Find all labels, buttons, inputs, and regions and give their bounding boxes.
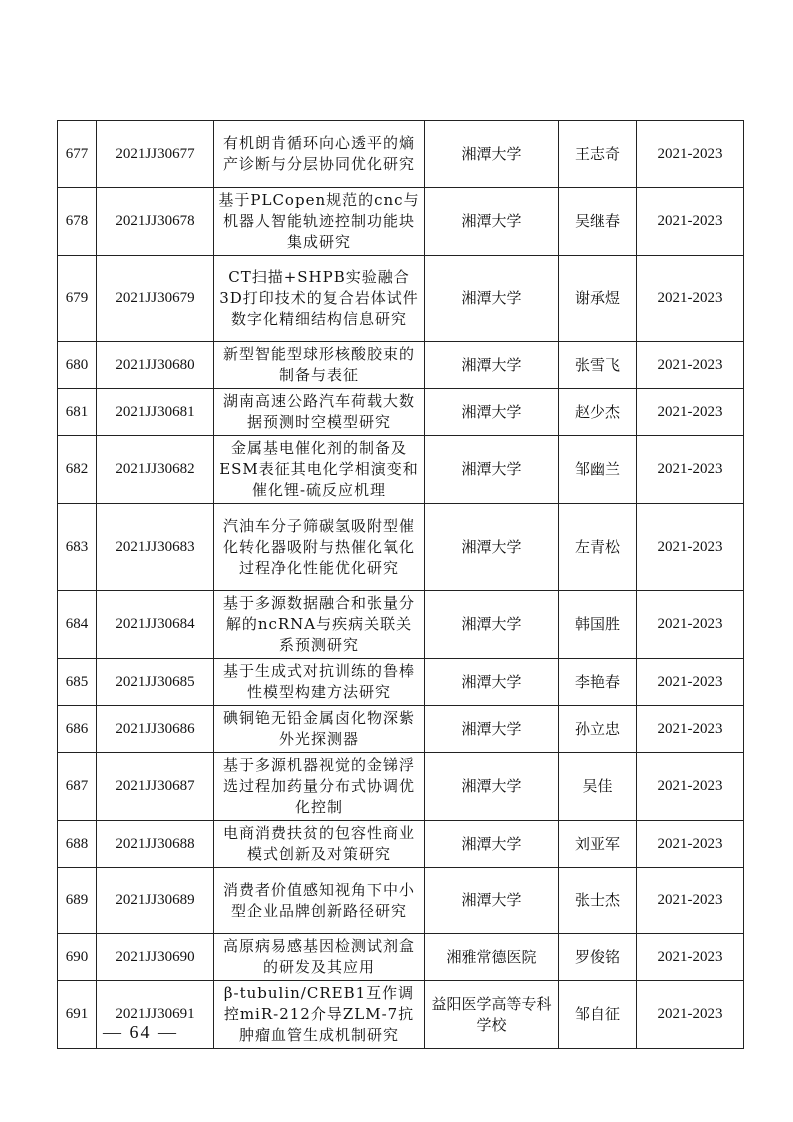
row-number: 681: [58, 389, 97, 436]
institution: 湘潭大学: [425, 659, 559, 706]
row-number: 683: [58, 504, 97, 591]
project-leader: 左青松: [559, 504, 637, 591]
project-period: 2021-2023: [637, 504, 744, 591]
project-title: 基于PLCopen规范的cnc与机器人智能轨迹控制功能块集成研究: [214, 188, 425, 256]
table-row: [58, 868, 744, 934]
page-number: — 64 —: [103, 1022, 178, 1042]
row-number: 682: [58, 436, 97, 504]
project-period: 2021-2023: [637, 706, 744, 753]
table-row: [58, 934, 744, 981]
project-code: 2021JJ30677: [97, 121, 214, 188]
project-title: 基于生成式对抗训练的鲁棒性模型构建方法研究: [214, 659, 425, 706]
row-number: 688: [58, 821, 97, 868]
project-period: 2021-2023: [637, 591, 744, 659]
project-code: 2021JJ30686: [97, 706, 214, 753]
project-title: 基于多源机器视觉的金锑浮选过程加药量分布式协调优化控制: [214, 753, 425, 821]
project-period: 2021-2023: [637, 821, 744, 868]
project-title: 电商消费扶贫的包容性商业模式创新及对策研究: [214, 821, 425, 868]
institution: 益阳医学高等专科学校: [425, 981, 559, 1049]
project-leader: 李艳春: [559, 659, 637, 706]
project-leader: 张士杰: [559, 868, 637, 934]
institution: 湘潭大学: [425, 342, 559, 389]
row-number: 679: [58, 256, 97, 342]
row-number: 680: [58, 342, 97, 389]
project-leader: 张雪飞: [559, 342, 637, 389]
project-title: 新型智能型球形核酸胶束的制备与表征: [214, 342, 425, 389]
project-title: 金属基电催化剂的制备及ESM表征其电化学相演变和催化锂-硫反应机理: [214, 436, 425, 504]
institution: 湘潭大学: [425, 389, 559, 436]
project-title: CT扫描+SHPB实验融合3D打印技术的复合岩体试件数字化精细结构信息研究: [214, 256, 425, 342]
project-title: 有机朗肯循环向心透平的熵产诊断与分层协同优化研究: [214, 121, 425, 188]
table-row: [58, 188, 744, 256]
project-title: 汽油车分子筛碳氢吸附型催化转化器吸附与热催化氧化过程净化性能优化研究: [214, 504, 425, 591]
project-period: 2021-2023: [637, 389, 744, 436]
institution: 湘潭大学: [425, 188, 559, 256]
row-number: 677: [58, 121, 97, 188]
table-row: [58, 591, 744, 659]
project-code: 2021JJ30690: [97, 934, 214, 981]
project-title: 消费者价值感知视角下中小型企业品牌创新路径研究: [214, 868, 425, 934]
institution: 湘潭大学: [425, 121, 559, 188]
project-leader: 孙立忠: [559, 706, 637, 753]
institution: 湘潭大学: [425, 436, 559, 504]
project-period: 2021-2023: [637, 121, 744, 188]
project-code: 2021JJ30681: [97, 389, 214, 436]
project-period: 2021-2023: [637, 753, 744, 821]
institution: 湘潭大学: [425, 821, 559, 868]
institution: 湘潭大学: [425, 706, 559, 753]
project-code: 2021JJ30688: [97, 821, 214, 868]
project-leader: 刘亚军: [559, 821, 637, 868]
project-period: 2021-2023: [637, 188, 744, 256]
table-row: [58, 821, 744, 868]
project-title: 湖南高速公路汽车荷载大数据预测时空模型研究: [214, 389, 425, 436]
project-period: 2021-2023: [637, 868, 744, 934]
table-row: [58, 121, 744, 188]
project-period: 2021-2023: [637, 981, 744, 1049]
project-leader: 王志奇: [559, 121, 637, 188]
project-title: 高原病易感基因检测试剂盒的研发及其应用: [214, 934, 425, 981]
project-code: 2021JJ30689: [97, 868, 214, 934]
institution: 湘潭大学: [425, 504, 559, 591]
table-row: [58, 659, 744, 706]
project-period: 2021-2023: [637, 342, 744, 389]
institution: 湘雅常德医院: [425, 934, 559, 981]
project-period: 2021-2023: [637, 256, 744, 342]
table-row: [58, 504, 744, 591]
project-title: β-tubulin/CREB1互作调控miR-212介导ZLM-7抗肿瘤血管生成机制研究: [214, 981, 425, 1049]
project-leader: 谢承煜: [559, 256, 637, 342]
project-code: 2021JJ30683: [97, 504, 214, 591]
project-leader: 吴佳: [559, 753, 637, 821]
institution: 湘潭大学: [425, 753, 559, 821]
project-period: 2021-2023: [637, 659, 744, 706]
row-number: 690: [58, 934, 97, 981]
row-number: 678: [58, 188, 97, 256]
project-leader: 吴继春: [559, 188, 637, 256]
project-leader: 罗俊铭: [559, 934, 637, 981]
table-row: [58, 256, 744, 342]
institution: 湘潭大学: [425, 256, 559, 342]
project-table: [57, 120, 744, 1049]
project-title: 碘铜铯无铅金属卤化物深紫外光探测器: [214, 706, 425, 753]
row-number: 686: [58, 706, 97, 753]
project-leader: 邹幽兰: [559, 436, 637, 504]
project-code: 2021JJ30691: [97, 981, 214, 1049]
table-row: [58, 753, 744, 821]
project-code: 2021JJ30680: [97, 342, 214, 389]
project-code: 2021JJ30685: [97, 659, 214, 706]
row-number: 685: [58, 659, 97, 706]
table-row: [58, 706, 744, 753]
institution: 湘潭大学: [425, 591, 559, 659]
project-period: 2021-2023: [637, 934, 744, 981]
row-number: 689: [58, 868, 97, 934]
project-code: 2021JJ30684: [97, 591, 214, 659]
project-period: 2021-2023: [637, 436, 744, 504]
table-row: [58, 436, 744, 504]
row-number: 691: [58, 981, 97, 1049]
institution: 湘潭大学: [425, 868, 559, 934]
row-number: 687: [58, 753, 97, 821]
project-code: 2021JJ30678: [97, 188, 214, 256]
project-code: 2021JJ30679: [97, 256, 214, 342]
table-row: [58, 389, 744, 436]
project-title: 基于多源数据融合和张量分解的ncRNA与疾病关联关系预测研究: [214, 591, 425, 659]
row-number: 684: [58, 591, 97, 659]
project-code: 2021JJ30687: [97, 753, 214, 821]
project-leader: 邹自征: [559, 981, 637, 1049]
project-code: 2021JJ30682: [97, 436, 214, 504]
table-row: [58, 342, 744, 389]
project-leader: 赵少杰: [559, 389, 637, 436]
project-leader: 韩国胜: [559, 591, 637, 659]
